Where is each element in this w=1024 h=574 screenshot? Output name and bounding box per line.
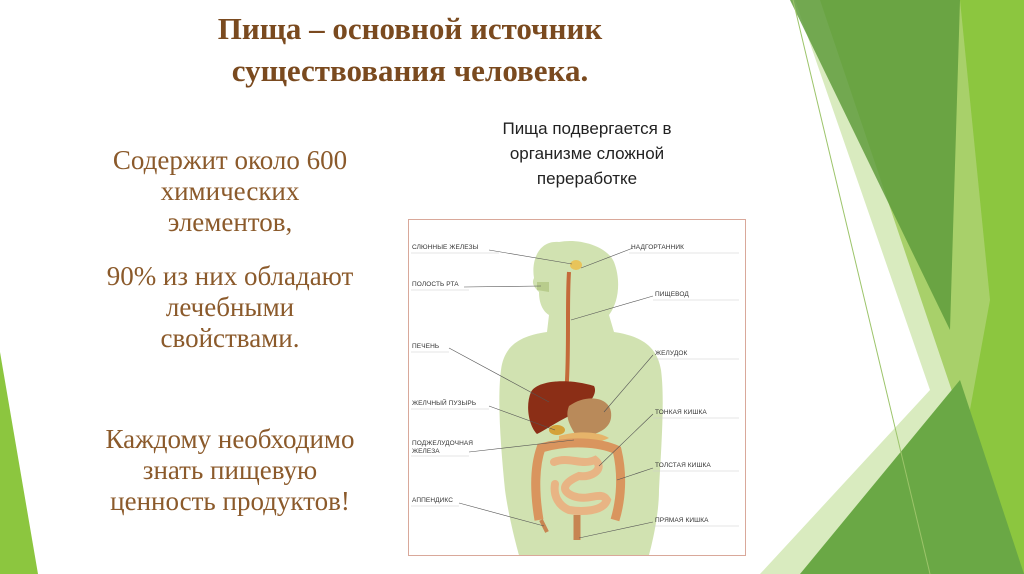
salivary-gland [570, 260, 582, 270]
label-pancreas-line-1: ПОДЖЕЛУДОЧНАЯ [412, 440, 474, 447]
label-small-intestine: ТОНКАЯ КИШКА [655, 409, 707, 416]
paragraph-2-line-1: 90% из них обладают [106, 261, 354, 291]
digestive-system-figure [408, 219, 746, 556]
label-epiglottis: НАДГОРТАННИК [631, 244, 685, 251]
label-rectum: ПРЯМАЯ КИШКА [655, 517, 709, 524]
paragraph-2-line-2: лечебными [165, 292, 295, 322]
label-salivary-glands: СЛЮННЫЕ ЖЕЛЕЗЫ [412, 244, 479, 251]
label-gallbladder: ЖЕЛЧНЫЙ ПУЗЫРЬ [412, 400, 477, 407]
label-liver: ПЕЧЕНЬ [412, 343, 440, 350]
digestive-system-illustration [409, 220, 745, 555]
label-esophagus: ПИЩЕВОД [655, 291, 689, 298]
paragraph-1-line-2: химических [160, 176, 300, 206]
left-green-triangle [0, 352, 38, 574]
paragraph-nutrition-value [60, 424, 400, 517]
label-oral-cavity: ПОЛОСТЬ РТА [412, 281, 459, 288]
slide-title [110, 8, 710, 92]
label-pancreas-line-2: ЖЕЛЕЗА [412, 448, 440, 455]
paragraph-1-line-3: элементов, [167, 207, 293, 237]
gallbladder-organ [549, 425, 565, 435]
paragraph-3-line-3: ценность продуктов! [110, 486, 350, 516]
caption-line-3: переработке [536, 169, 638, 188]
paragraph-3-line-2: знать пищевую [142, 455, 318, 485]
label-stomach: ЖЕЛУДОК [655, 350, 688, 357]
label-appendix: АППЕНДИКС [412, 497, 454, 504]
paragraph-2-line-3: свойствами. [160, 323, 300, 353]
title-line-1: Пища – основной источник [217, 11, 603, 46]
label-large-intestine: ТОЛСТАЯ КИШКА [655, 462, 711, 469]
caption-line-2: организме сложной [509, 144, 665, 163]
paragraph-1-line-1: Содержит около 600 [112, 145, 348, 175]
figure-caption [452, 116, 722, 191]
right-green-panel-dark [790, 0, 960, 330]
paragraph-healing-properties [60, 261, 400, 354]
title-line-2: существования человека. [231, 53, 589, 88]
paragraph-chemical-elements [60, 145, 400, 238]
paragraph-3-line-1: Каждому необходимо [105, 424, 355, 454]
caption-line-1: Пища подвергается в [502, 119, 672, 138]
